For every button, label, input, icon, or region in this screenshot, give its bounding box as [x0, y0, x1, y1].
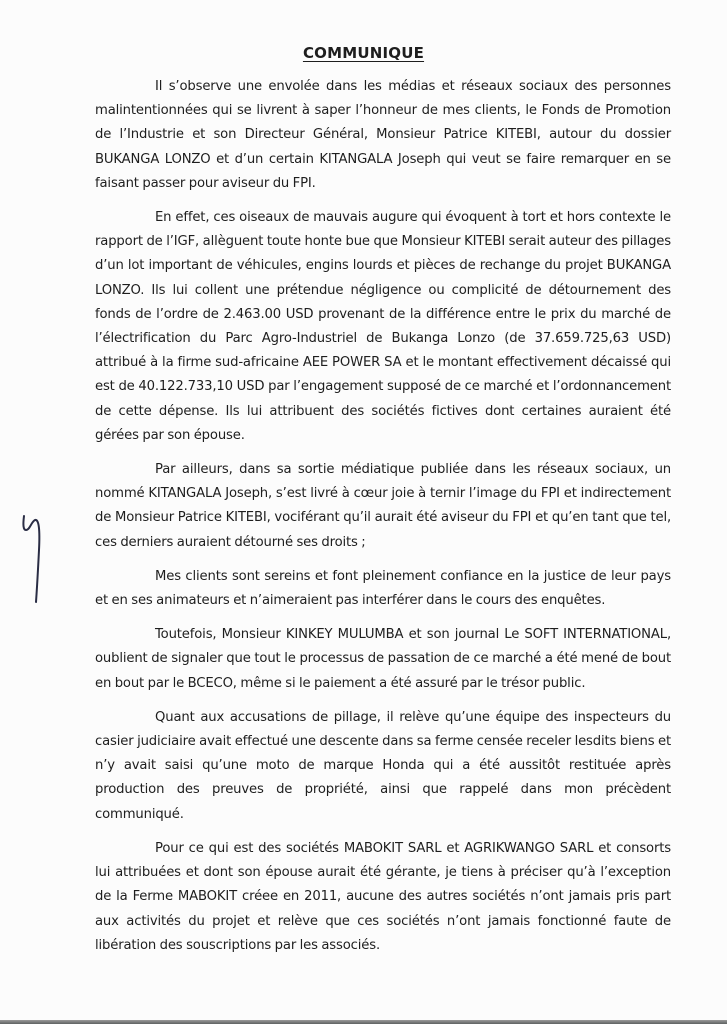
document-title	[0, 44, 727, 62]
paragraph-bceco: Toutefois, Monsieur KINKEY MULUMBA et son journal Le SOFT INTERNATIONAL, oublient de signaler que tout le processus de passation de ce marché a été mené de bout en bout par le BCECO, même si le paiement a été assuré par le trésor public.	[95, 627, 671, 691]
paragraph-kitangala: Par ailleurs, dans sa sortie médiatique publiée dans les réseaux sociaux, un nommé KITANGALA Joseph, s’est livré à cœur joie à ternir l’image du FPI et indirectement de Monsieur Patrice KITEBI, vociférant qu’il aurait été aviseur du FPI et qu’en tant que tel, ces derniers auraient détourné ses droits ;	[95, 462, 671, 550]
scan-edge	[0, 1020, 727, 1024]
document-body	[95, 75, 671, 968]
paragraph-confidence: Mes clients sont sereins et font pleinement confiance en la justice de leur pays et en ses animateurs et n’aimeraient pas interférer dans le cours des enquêtes.	[95, 568, 671, 609]
paragraph-societes: Pour ce qui est des sociétés MABOKIT SARL et AGRIKWANGO SARL et consorts lui attribuées et dont son épouse aurait été gérante, je tiens à préciser qu’à l’exception de la Ferme MABOKIT créee en 2011, aucune des autres sociétés n’ont jamais pris part aux activités du projet et relève que ces sociétés n’ont jamais fonctionné faute de libération des souscriptions par les associés.	[95, 840, 671, 953]
handwritten-mark-icon	[18, 510, 48, 605]
paragraph-intro: Il s’observe une envolée dans les médias et réseaux sociaux des personnes malintentionnées qui se livrent à saper l’honneur de mes clients, le Fonds de Promotion de l’Industrie et son Directeur Général, Monsieur Patrice KITEBI, autour du dossier BUKANGA LONZO et d’un certain KITANGALA Joseph qui veut se faire remarquer en se faisant passer pour aviseur du FPI.	[95, 79, 671, 191]
paragraph-allegations: En effet, ces oiseaux de mauvais augure qui évoquent à tort et hors contexte le rapport de l’IGF, allèguent toute honte bue que Monsieur KITEBI serait auteur des pillages d’un lot important de véhicules, engins lourds et pièces de rechange du projet BUKANGA LONZO. Ils lui collent une prétendue négligence ou complicité de détournement des fonds de l’ordre de 2.463.00 USD provenant de la différence entre le prix du marché de l’électrification du Parc Agro-Industriel de Bukanga Lonzo (de 37.659.725,63 USD) attribué à la firme sud-africaine AEE POWER SA et le montant effectivement décaissé qui est de 40.122.733,10 USD par l’engagement supposé de ce marché et l’ordonnancement de cette dépense. Ils lui attribuent des sociétés fictives dont certaines auraient été gérées par son épouse.	[95, 210, 671, 443]
paragraph-pillage: Quant aux accusations de pillage, il relève qu’une équipe des inspecteurs du casier judiciaire avait effectué une descente dans sa ferme censée receler lesdits biens et n’y avait saisi qu’une moto de marque Honda qui a été aussitôt restituée après production des preuves de propriété, ainsi que rappelé dans mon précèdent communiqué.	[95, 709, 671, 822]
title-text: COMMUNIQUE	[302, 44, 425, 62]
